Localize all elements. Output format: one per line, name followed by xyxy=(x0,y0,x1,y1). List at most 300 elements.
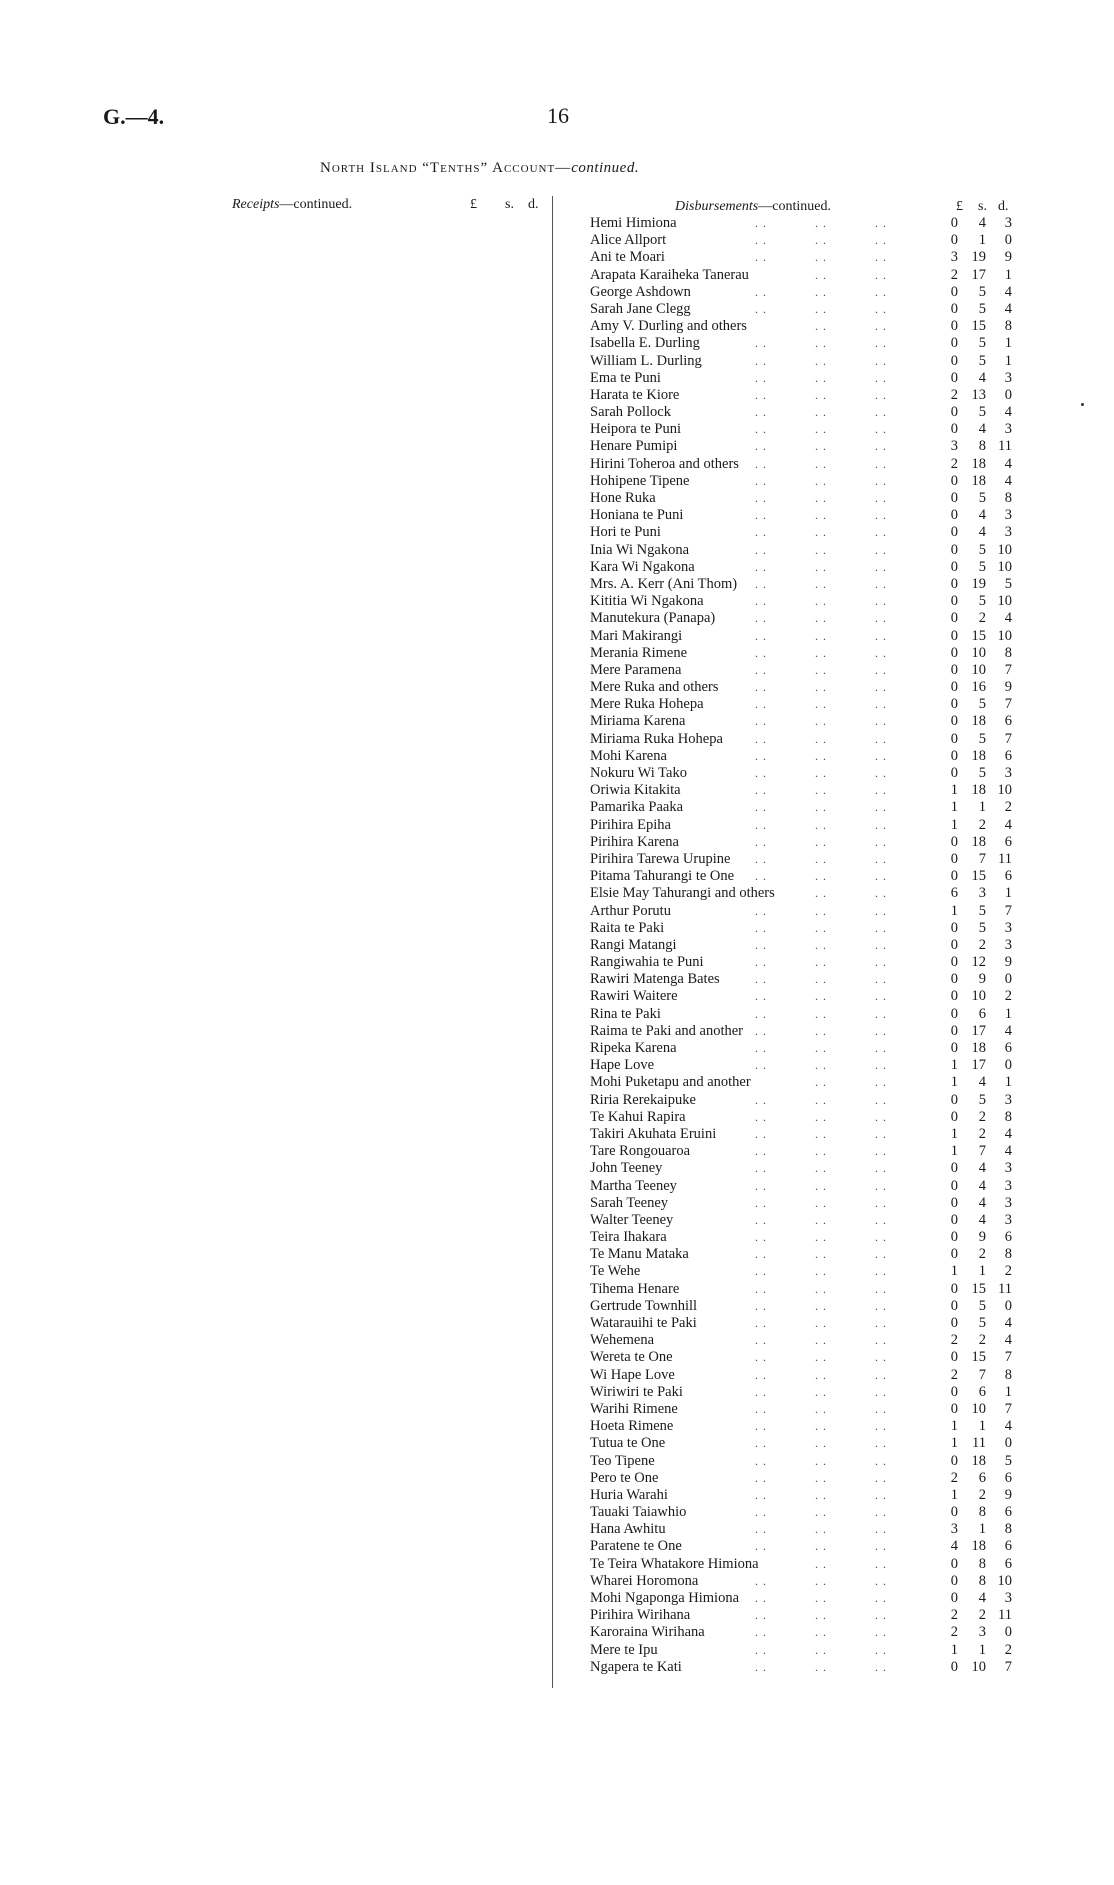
amount-pence: 6 xyxy=(1004,1469,1012,1486)
payee-name: Harata te Kiore xyxy=(590,386,680,403)
payee-name: Te Teira Whatakore Himiona xyxy=(590,1555,759,1572)
amount-shillings: 18 xyxy=(971,1452,986,1469)
amount-pounds: 2 xyxy=(950,455,958,472)
table-row: Takiri Akuhata Eruini . . . . . . 1 2 4 xyxy=(590,1125,1012,1142)
payee-name: Walter Teeney xyxy=(590,1211,674,1228)
table-row: Inia Wi Ngakona . . . . . . 0 5 10 xyxy=(590,541,1012,558)
amount-pounds: 3 xyxy=(950,438,958,455)
amount-shillings: 1 xyxy=(978,1418,986,1435)
amount-shillings: 1 xyxy=(978,232,986,249)
payee-name: Rawiri Matenga Bates xyxy=(590,971,720,988)
amount-shillings: 5 xyxy=(978,300,986,317)
amount-shillings: 8 xyxy=(978,438,986,455)
payee-name: Sarah Pollock xyxy=(590,404,671,421)
amount-pence: 8 xyxy=(1004,1108,1012,1125)
amount-shillings: 5 xyxy=(978,490,986,506)
amount-shillings: 4 xyxy=(978,1160,986,1177)
amount-pounds: 0 xyxy=(950,1022,958,1039)
payee-name: Sarah Jane Clegg xyxy=(590,300,691,317)
amount-shillings: 10 xyxy=(971,1658,986,1675)
payee-name: Wehemena xyxy=(590,1332,655,1349)
payee-name: Teo Tipene xyxy=(590,1452,655,1469)
payee-name: Warihi Rimene xyxy=(590,1400,678,1417)
table-row: Kara Wi Ngakona . . . . . . 0 5 10 xyxy=(590,558,1012,575)
amount-shillings: 4 xyxy=(978,421,986,438)
table-row: Mere te Ipu . . . . . . 1 1 2 xyxy=(590,1641,1012,1658)
payee-name: Pitama Tahurangi te One xyxy=(590,868,735,885)
amount-pounds: 0 xyxy=(950,919,958,936)
amount-pence: 3 xyxy=(1004,215,1012,231)
table-row: Mere Paramena . . . . . . 0 10 7 xyxy=(590,661,1012,678)
amount-pence: 3 xyxy=(1004,765,1012,781)
amount-pounds: 0 xyxy=(950,1315,958,1331)
amount-pounds: 0 xyxy=(950,1297,958,1314)
payee-name: Tutua te One xyxy=(590,1435,666,1452)
amount-pounds: 0 xyxy=(950,988,958,1005)
amount-shillings: 2 xyxy=(978,1125,986,1142)
amount-pence: 3 xyxy=(1004,421,1012,438)
amount-shillings: 5 xyxy=(978,730,986,747)
table-row: John Teeney . . . . . . 0 4 3 xyxy=(590,1160,1012,1177)
amount-shillings: 1 xyxy=(978,1641,986,1658)
payee-name: Paratene te One xyxy=(590,1538,682,1555)
amount-shillings: 2 xyxy=(978,610,986,627)
amount-pounds: 0 xyxy=(950,1246,958,1263)
table-row: Mohi Ngaponga Himiona . . . . . . 0 4 3 xyxy=(590,1590,1012,1606)
amount-pounds: 0 xyxy=(950,490,958,506)
amount-shillings: 15 xyxy=(971,627,986,644)
amount-pence: 7 xyxy=(1004,661,1012,678)
payee-name: Mrs. A. Kerr (Ani Thom) xyxy=(590,575,738,592)
amount-pence: 5 xyxy=(1004,575,1012,592)
amount-pence: 1 xyxy=(1004,885,1012,902)
amount-pence: 3 xyxy=(1004,1211,1012,1228)
amount-shillings: 5 xyxy=(978,593,986,610)
amount-shillings: 1 xyxy=(978,1263,986,1280)
amount-pence: 0 xyxy=(1004,1297,1012,1314)
amount-pounds: 0 xyxy=(950,472,958,489)
amount-pounds: 0 xyxy=(950,283,958,300)
amount-pounds: 0 xyxy=(950,1590,958,1606)
amount-pence: 2 xyxy=(1004,1641,1012,1658)
payee-name: Henare Pumipi xyxy=(590,438,678,455)
document-reference: G.—4. xyxy=(103,104,165,129)
amount-pence: 0 xyxy=(1004,1624,1012,1641)
amount-shillings: 6 xyxy=(978,1005,986,1022)
disbursements-list xyxy=(590,215,1030,1676)
amount-pence: 1 xyxy=(1004,352,1012,369)
amount-shillings: 7 xyxy=(978,1366,986,1383)
amount-shillings: 15 xyxy=(971,868,986,885)
amount-shillings: 5 xyxy=(978,352,986,369)
table-row: George Ashdown . . . . . . 0 5 4 xyxy=(590,283,1012,300)
payee-name: Rina te Paki xyxy=(590,1005,661,1022)
amount-pounds: 0 xyxy=(950,421,958,438)
table-row: Pirihira Karena . . . . . . 0 18 6 xyxy=(590,833,1012,850)
amount-pounds: 2 xyxy=(950,1469,958,1486)
amount-shillings: 10 xyxy=(971,661,986,678)
amount-pence: 3 xyxy=(1004,1590,1012,1606)
amount-shillings: 19 xyxy=(971,249,986,266)
table-row: Isabella E. Durling . . . . . . 0 5 1 xyxy=(590,335,1012,352)
payee-name: Pamarika Paaka xyxy=(590,799,684,816)
table-row: William L. Durling . . . . . . 0 5 1 xyxy=(590,352,1012,369)
amount-pence: 4 xyxy=(1004,1418,1012,1435)
amount-pence: 10 xyxy=(997,782,1012,799)
amount-pounds: 4 xyxy=(950,1538,958,1555)
payee-name: Miriama Ruka Hohepa xyxy=(590,730,723,747)
table-row: Mari Makirangi . . . . . . 0 15 10 xyxy=(590,627,1012,644)
amount-shillings: 5 xyxy=(978,404,986,421)
table-row: Hoeta Rimene . . . . . . 1 1 4 xyxy=(590,1418,1012,1435)
payee-name: Ngapera te Kati xyxy=(590,1658,682,1675)
payee-name: Mere te Ipu xyxy=(590,1641,658,1658)
amount-pounds: 0 xyxy=(950,833,958,850)
amount-pence: 8 xyxy=(1004,490,1012,506)
amount-pounds: 0 xyxy=(950,1005,958,1022)
amount-shillings: 4 xyxy=(978,507,986,524)
amount-pence: 3 xyxy=(1004,936,1012,953)
table-row: Raima te Paki and another . . . . . . 0 17 4 xyxy=(590,1022,1012,1039)
amount-pounds: 1 xyxy=(950,1143,958,1160)
amount-pounds: 0 xyxy=(950,1452,958,1469)
payee-name: Kara Wi Ngakona xyxy=(590,558,695,575)
amount-shillings: 6 xyxy=(978,1383,986,1400)
amount-pence: 4 xyxy=(1004,1125,1012,1142)
amount-pounds: 0 xyxy=(950,1177,958,1194)
amount-shillings: 5 xyxy=(978,335,986,352)
table-row: Raita te Paki . . . . . . 0 5 3 xyxy=(590,919,1012,936)
amount-shillings: 2 xyxy=(978,816,986,833)
payee-name: Hone Ruka xyxy=(590,490,656,506)
amount-pounds: 0 xyxy=(950,696,958,713)
table-row: Mohi Karena . . . . . . 0 18 6 xyxy=(590,747,1012,764)
table-row: Elsie May Tahurangi and others . . . . 6 3 1 xyxy=(590,885,1012,902)
amount-pence: 4 xyxy=(1004,1143,1012,1160)
amount-pence: 9 xyxy=(1004,1486,1012,1503)
amount-pence: 0 xyxy=(1004,232,1012,249)
amount-pence: 4 xyxy=(1004,1332,1012,1349)
amount-shillings: 2 xyxy=(978,1607,986,1624)
table-row: Arthur Porutu . . . . . . 1 5 7 xyxy=(590,902,1012,919)
table-row: Wi Hape Love . . . . . . 2 7 8 xyxy=(590,1366,1012,1383)
payee-name: Hemi Himiona xyxy=(590,215,677,231)
table-row: Warihi Rimene . . . . . . 0 10 7 xyxy=(590,1400,1012,1417)
amount-shillings: 8 xyxy=(978,1555,986,1572)
amount-pence: 9 xyxy=(1004,249,1012,266)
amount-pence: 6 xyxy=(1004,1504,1012,1521)
amount-pounds: 0 xyxy=(950,765,958,781)
amount-pounds: 1 xyxy=(950,799,958,816)
amount-shillings: 18 xyxy=(971,1040,986,1056)
amount-pounds: 0 xyxy=(950,1040,958,1056)
amount-shillings: 10 xyxy=(971,644,986,661)
amount-pounds: 0 xyxy=(950,232,958,249)
payee-name: Honiana te Puni xyxy=(590,507,684,524)
amount-pounds: 0 xyxy=(950,1658,958,1675)
amount-shillings: 1 xyxy=(978,799,986,816)
table-row: Hape Love . . . . . . 1 17 0 xyxy=(590,1057,1012,1074)
amount-pence: 8 xyxy=(1004,644,1012,661)
table-row: Tauaki Taiawhio . . . . . . 0 8 6 xyxy=(590,1504,1012,1521)
payee-name: Mere Ruka Hohepa xyxy=(590,696,704,713)
amount-shillings: 18 xyxy=(971,747,986,764)
table-row: Rawiri Matenga Bates . . . . . . 0 9 0 xyxy=(590,971,1012,988)
amount-pounds: 0 xyxy=(950,1280,958,1297)
amount-pence: 3 xyxy=(1004,524,1012,541)
table-row: Rina te Paki . . . . . . 0 6 1 xyxy=(590,1005,1012,1022)
amount-shillings: 1 xyxy=(978,1521,986,1538)
amount-shillings: 17 xyxy=(971,1022,986,1039)
table-row: Mere Ruka Hohepa . . . . . . 0 5 7 xyxy=(590,696,1012,713)
disbursements-currency-pounds: £ xyxy=(956,199,963,214)
table-row: Hohipene Tipene . . . . . . 0 18 4 xyxy=(590,472,1012,489)
payee-name: Ani te Moari xyxy=(590,249,665,266)
amount-shillings: 16 xyxy=(971,679,986,696)
amount-pence: 5 xyxy=(1004,1452,1012,1469)
table-row: Teo Tipene . . . . . . 0 18 5 xyxy=(590,1452,1012,1469)
amount-pounds: 0 xyxy=(950,1504,958,1521)
table-row: Amy V. Durling and others . . . . 0 15 8 xyxy=(590,318,1012,335)
amount-pounds: 0 xyxy=(950,215,958,231)
amount-pence: 1 xyxy=(1004,266,1012,283)
amount-shillings: 7 xyxy=(978,850,986,867)
payee-name: Manutekura (Panapa) xyxy=(590,610,716,627)
amount-pounds: 0 xyxy=(950,1400,958,1417)
disbursements-label-suffix: —continued. xyxy=(758,199,831,214)
amount-pence: 6 xyxy=(1004,1538,1012,1555)
amount-shillings: 15 xyxy=(971,318,986,335)
payee-name: Te Manu Mataka xyxy=(590,1246,689,1263)
payee-name: John Teeney xyxy=(590,1160,663,1177)
amount-pounds: 0 xyxy=(950,868,958,885)
table-row: Rawiri Waitere . . . . . . 0 10 2 xyxy=(590,988,1012,1005)
amount-pounds: 1 xyxy=(950,782,958,799)
table-row: Tutua te One . . . . . . 1 11 0 xyxy=(590,1435,1012,1452)
amount-pounds: 0 xyxy=(950,558,958,575)
payee-name: Nokuru Wi Tako xyxy=(590,765,687,781)
scan-speck xyxy=(1081,403,1084,406)
amount-pence: 4 xyxy=(1004,300,1012,317)
table-row: Ema te Puni . . . . . . 0 4 3 xyxy=(590,369,1012,386)
amount-pence: 1 xyxy=(1004,1074,1012,1091)
amount-pence: 1 xyxy=(1004,335,1012,352)
amount-pounds: 1 xyxy=(950,1125,958,1142)
disbursements-currency-pence: d. xyxy=(998,199,1009,214)
amount-pounds: 3 xyxy=(950,249,958,266)
amount-pence: 11 xyxy=(998,850,1012,867)
disbursements-heading xyxy=(675,199,831,215)
table-row: Mrs. A. Kerr (Ani Thom) . . . . . . 0 19 5 xyxy=(590,575,1012,592)
payee-name: Pirihira Wirihana xyxy=(590,1607,691,1624)
amount-pence: 4 xyxy=(1004,404,1012,421)
payee-name: Rawiri Waitere xyxy=(590,988,678,1005)
amount-pounds: 1 xyxy=(950,1486,958,1503)
amount-shillings: 7 xyxy=(978,1143,986,1160)
amount-pounds: 0 xyxy=(950,300,958,317)
amount-shillings: 5 xyxy=(978,902,986,919)
payee-name: Tihema Henare xyxy=(590,1280,680,1297)
payee-name: Riria Rerekaipuke xyxy=(590,1091,696,1108)
amount-pence: 9 xyxy=(1004,954,1012,971)
table-row: Miriama Ruka Hohepa . . . . . . 0 5 7 xyxy=(590,730,1012,747)
table-row: Hana Awhitu . . . . . . 3 1 8 xyxy=(590,1521,1012,1538)
amount-pounds: 1 xyxy=(950,1418,958,1435)
amount-pounds: 1 xyxy=(950,1057,958,1074)
amount-pence: 7 xyxy=(1004,730,1012,747)
table-row: Hemi Himiona . . . . . . 0 4 3 xyxy=(590,215,1012,231)
table-row: Wiriwiri te Paki . . . . . . 0 6 1 xyxy=(590,1383,1012,1400)
payee-name: Raima te Paki and another xyxy=(590,1022,744,1039)
payee-name: Miriama Karena xyxy=(590,713,686,730)
amount-pence: 3 xyxy=(1004,1177,1012,1194)
table-row: Ani te Moari . . . . . . 3 19 9 xyxy=(590,249,1012,266)
table-row: Henare Pumipi . . . . . . 3 8 11 xyxy=(590,438,1012,455)
payee-name: Karoraina Wirihana xyxy=(590,1624,705,1641)
table-row: Te Wehe . . . . . . 1 1 2 xyxy=(590,1263,1012,1280)
table-row: Gertrude Townhill . . . . . . 0 5 0 xyxy=(590,1297,1012,1314)
amount-pence: 7 xyxy=(1004,1349,1012,1366)
amount-pence: 1 xyxy=(1004,1383,1012,1400)
amount-pounds: 0 xyxy=(950,1383,958,1400)
payee-name: Wereta te One xyxy=(590,1349,673,1366)
amount-pounds: 2 xyxy=(950,1624,958,1641)
receipts-currency-pence: d. xyxy=(528,197,539,212)
amount-pounds: 0 xyxy=(950,627,958,644)
amount-pence: 4 xyxy=(1004,816,1012,833)
amount-pence: 8 xyxy=(1004,1246,1012,1263)
table-row: Rangiwahia te Puni . . . . . . 0 12 9 xyxy=(590,954,1012,971)
payee-name: Alice Allport xyxy=(590,232,667,249)
amount-shillings: 18 xyxy=(971,833,986,850)
amount-pounds: 0 xyxy=(950,1108,958,1125)
table-row: Pirihira Epiha . . . . . . 1 2 4 xyxy=(590,816,1012,833)
amount-pence: 6 xyxy=(1004,713,1012,730)
amount-pounds: 0 xyxy=(950,369,958,386)
amount-pounds: 1 xyxy=(950,816,958,833)
amount-pounds: 1 xyxy=(950,1435,958,1452)
amount-pounds: 0 xyxy=(950,1572,958,1589)
amount-shillings: 4 xyxy=(978,1590,986,1606)
table-row: Tihema Henare . . . . . . 0 15 11 xyxy=(590,1280,1012,1297)
amount-shillings: 3 xyxy=(978,1624,986,1641)
amount-pounds: 2 xyxy=(950,1607,958,1624)
table-row: Pirihira Wirihana . . . . . . 2 2 11 xyxy=(590,1607,1012,1624)
amount-pence: 6 xyxy=(1004,747,1012,764)
title-main: North Island “Tenths” Account— xyxy=(320,160,572,176)
page-number: 16 xyxy=(547,103,569,128)
amount-pence: 4 xyxy=(1004,455,1012,472)
payee-name: Mere Paramena xyxy=(590,661,682,678)
payee-name: Tare Rongouaroa xyxy=(590,1143,691,1160)
payee-name: Amy V. Durling and others xyxy=(590,318,747,335)
payee-name: Pirihira Karena xyxy=(590,833,679,850)
payee-name: Rangiwahia te Puni xyxy=(590,954,704,971)
receipts-currency-shillings: s. xyxy=(505,197,514,212)
disbursements-label: Disbursements xyxy=(675,199,759,214)
amount-pounds: 0 xyxy=(950,713,958,730)
amount-pounds: 2 xyxy=(950,1366,958,1383)
receipts-currency-pounds: £ xyxy=(470,197,477,212)
amount-shillings: 15 xyxy=(971,1280,986,1297)
payee-name: Sarah Teeney xyxy=(590,1194,669,1211)
table-row: Hori te Puni . . . . . . 0 4 3 xyxy=(590,524,1012,541)
payee-name: Mohi Karena xyxy=(590,747,667,764)
table-row: Hone Ruka . . . . . . 0 5 8 xyxy=(590,490,1012,506)
table-row: Te Kahui Rapira . . . . . . 0 2 8 xyxy=(590,1108,1012,1125)
amount-pounds: 2 xyxy=(950,266,958,283)
amount-pence: 2 xyxy=(1004,1263,1012,1280)
amount-shillings: 17 xyxy=(971,266,986,283)
amount-pounds: 0 xyxy=(950,507,958,524)
table-row: Manutekura (Panapa) . . . . . . 0 2 4 xyxy=(590,610,1012,627)
amount-pence: 10 xyxy=(997,558,1012,575)
amount-pence: 7 xyxy=(1004,1400,1012,1417)
payee-name: Mohi Puketapu and another xyxy=(590,1074,751,1091)
amount-pounds: 0 xyxy=(950,1160,958,1177)
table-row: Sarah Jane Clegg . . . . . . 0 5 4 xyxy=(590,300,1012,317)
amount-shillings: 12 xyxy=(971,954,986,971)
table-row: Watarauihi te Paki . . . . . . 0 5 4 xyxy=(590,1315,1012,1331)
amount-pounds: 0 xyxy=(950,352,958,369)
amount-pounds: 0 xyxy=(950,730,958,747)
payee-name: Merania Rimene xyxy=(590,644,688,661)
payee-name: Gertrude Townhill xyxy=(590,1297,698,1314)
amount-shillings: 18 xyxy=(971,455,986,472)
payee-name: Takiri Akuhata Eruini xyxy=(590,1125,717,1142)
table-row: Martha Teeney . . . . . . 0 4 3 xyxy=(590,1177,1012,1194)
table-row: Tare Rongouaroa . . . . . . 1 7 4 xyxy=(590,1143,1012,1160)
amount-pence: 3 xyxy=(1004,1160,1012,1177)
amount-pence: 7 xyxy=(1004,902,1012,919)
amount-pence: 3 xyxy=(1004,1091,1012,1108)
table-row: Pamarika Paaka . . . . . . 1 1 2 xyxy=(590,799,1012,816)
payee-name: Inia Wi Ngakona xyxy=(590,541,690,558)
amount-shillings: 13 xyxy=(971,386,986,403)
table-row: Ripeka Karena . . . . . . 0 18 6 xyxy=(590,1040,1012,1056)
table-row: Sarah Pollock . . . . . . 0 5 4 xyxy=(590,404,1012,421)
amount-shillings: 6 xyxy=(978,1469,986,1486)
payee-name: Mere Ruka and others xyxy=(590,679,719,696)
amount-pounds: 0 xyxy=(950,1349,958,1366)
amount-shillings: 4 xyxy=(978,1074,986,1091)
amount-pence: 1 xyxy=(1004,1005,1012,1022)
amount-pence: 4 xyxy=(1004,472,1012,489)
amount-shillings: 2 xyxy=(978,1108,986,1125)
amount-shillings: 9 xyxy=(978,1229,986,1246)
amount-shillings: 2 xyxy=(978,1332,986,1349)
amount-shillings: 18 xyxy=(971,472,986,489)
amount-pence: 11 xyxy=(998,1607,1012,1624)
amount-shillings: 4 xyxy=(978,1177,986,1194)
amount-pence: 4 xyxy=(1004,283,1012,300)
receipts-label-suffix: —continued. xyxy=(279,197,353,212)
table-row: Huria Warahi . . . . . . 1 2 9 xyxy=(590,1486,1012,1503)
amount-pounds: 0 xyxy=(950,971,958,988)
amount-pounds: 0 xyxy=(950,335,958,352)
payee-name: Heipora te Puni xyxy=(590,421,682,438)
amount-pence: 6 xyxy=(1004,1040,1012,1056)
payee-name: Wiriwiri te Paki xyxy=(590,1383,683,1400)
table-row: Teira Ihakara . . . . . . 0 9 6 xyxy=(590,1229,1012,1246)
amount-shillings: 4 xyxy=(978,369,986,386)
table-row: Harata te Kiore . . . . . . 2 13 0 xyxy=(590,386,1012,403)
amount-pence: 3 xyxy=(1004,1194,1012,1211)
amount-pounds: 0 xyxy=(950,954,958,971)
amount-pence: 0 xyxy=(1004,386,1012,403)
amount-pence: 2 xyxy=(1004,988,1012,1005)
table-row: Riria Rerekaipuke . . . . . . 0 5 3 xyxy=(590,1091,1012,1108)
